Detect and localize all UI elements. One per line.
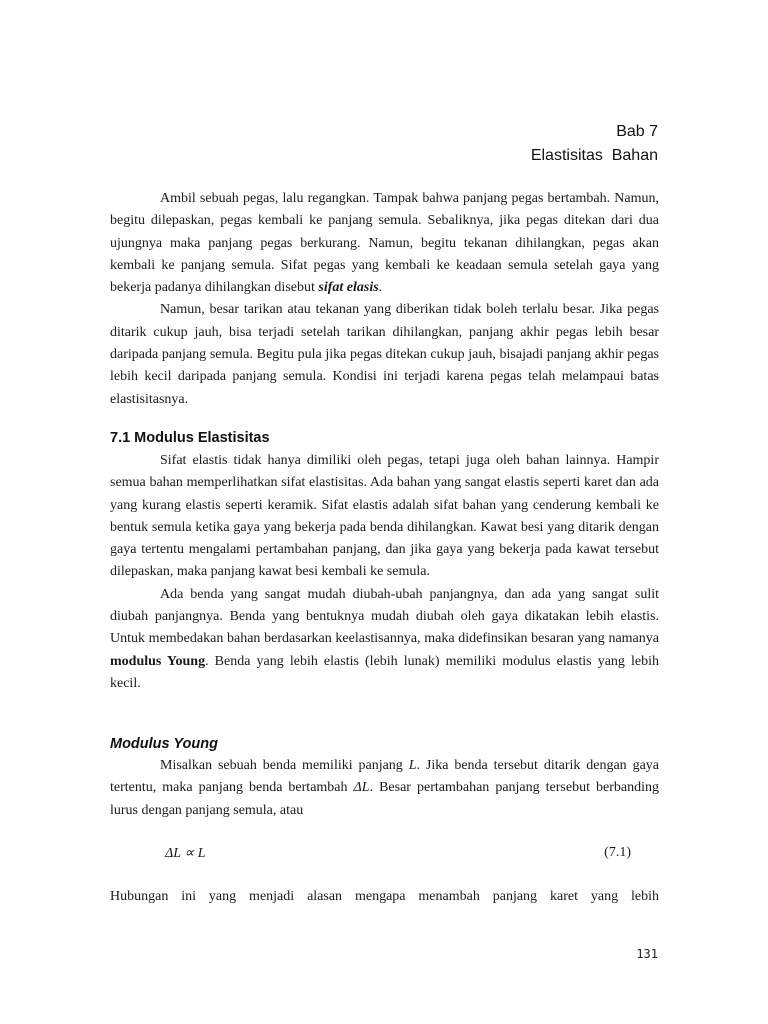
intro-paragraph-1 bbox=[110, 188, 659, 299]
subsection-heading-modulus-young: Modulus Young bbox=[110, 736, 218, 752]
modulus-young-text bbox=[110, 755, 659, 822]
equation-expression: ΔL ∝ L bbox=[165, 846, 206, 861]
intro-text bbox=[110, 188, 659, 411]
intro-paragraph-2: Namun, besar tarikan atau tekanan yang diberikan tidak boleh terlalu besar. Jika pegas ditarik cukup jauh, bisa terjadi setelah tarikan dihilangkan, panjang akhir pegas lebih besar daripada panjang semula. Begitu pula jika pegas ditekan cukup jauh, bisajadi panjang akhir pegas lebih kecil daripada panjang semula. Kondisi ini terjadi karena pegas telah melampaui batas elastisitasnya. bbox=[110, 302, 659, 407]
modulus-young-paragraph-1 bbox=[110, 755, 659, 822]
section-7-1-paragraph-1: Sifat elastis tidak hanya dimiliki oleh pegas, tetapi juga oleh bahan lainnya. Hampir semua bahan memperlihatkan sifat elastisitas. Ada bahan yang sangat elastis seperti karet dan ada yang kurang elastis seperti keramik. Sifat elastis adalah sifat bahan yang cenderung kembali ke bentuk semula ketika gaya yang bekerja pada benda dihilangkan. Kawat besi yang ditarik dengan gaya tertentu mengalami pertambahan panjang, dan jika gaya yang bekerja pada kawat tersebut dilepaskan, maka panjang kawat besi kembali ke semula. bbox=[110, 453, 659, 580]
mod-young-text-c: . Besar pertambahan panjang tersebut berbanding lurus dengan panjang semula, atau bbox=[110, 780, 659, 818]
symbol-delta-L: ΔL bbox=[353, 780, 370, 796]
chapter-header bbox=[531, 120, 658, 168]
mod-young-text-a: Misalkan sebuah benda memiliki panjang bbox=[160, 758, 409, 773]
term-modulus-young: modulus Young bbox=[110, 653, 206, 669]
section-heading-7-1: 7.1 Modulus Elastisitas bbox=[110, 430, 270, 446]
page-number: 131 bbox=[636, 947, 658, 961]
term-sifat-elasis: sifat elasis bbox=[318, 280, 379, 296]
equation-number: (7.1) bbox=[604, 845, 631, 860]
chapter-number: Bab 7 bbox=[616, 123, 658, 140]
chapter-title: Elastisitas Bahan bbox=[530, 147, 658, 164]
section-7-1-p2-text: Ada benda yang sangat mudah diubah-ubah panjangnya, dan ada yang sangat sulit diubah panjangnya. Benda yang bentuknya mudah diubah oleh gaya dikatakan lebih elastis. Untuk membedakan bahan berdasarkan keelastisannya, maka didefinsikan besaran yang namanya bbox=[110, 586, 659, 647]
section-7-1-text bbox=[110, 450, 659, 695]
section-7-1-p2-end: . Benda yang lebih elastis (lebih lunak) memiliki modulus elastis yang lebih kecil. bbox=[110, 653, 659, 691]
equation-7-1 bbox=[110, 845, 659, 865]
mod-young-text-b: . Jika benda tersebut ditarik dengan gaya tertentu, maka panjang benda bertambah bbox=[110, 758, 659, 796]
intro-p1-text: Ambil sebuah pegas, lalu regangkan. Tampak bahwa panjang pegas bertambah. Namun, begitu dilepaskan, pegas kembali ke panjang semula. Sebaliknya, jika pegas ditekan dari dua ujungnya maka panjang pegas berkurang. Namun, begitu tekanan dihilangkan, pegas akan kembali ke panjang semula. Sifat pegas yang kembali ke keadaan semula setelah gaya yang bekerja padanya dihilangkan disebut bbox=[110, 191, 659, 296]
closing-text bbox=[110, 886, 659, 908]
symbol-L: L bbox=[408, 758, 417, 773]
closing-paragraph: Hubungan ini yang menjadi alasan mengapa menambah panjang karet yang lebih bbox=[110, 889, 659, 904]
section-7-1-paragraph-2 bbox=[110, 584, 659, 695]
intro-p1-end: . bbox=[378, 280, 383, 296]
